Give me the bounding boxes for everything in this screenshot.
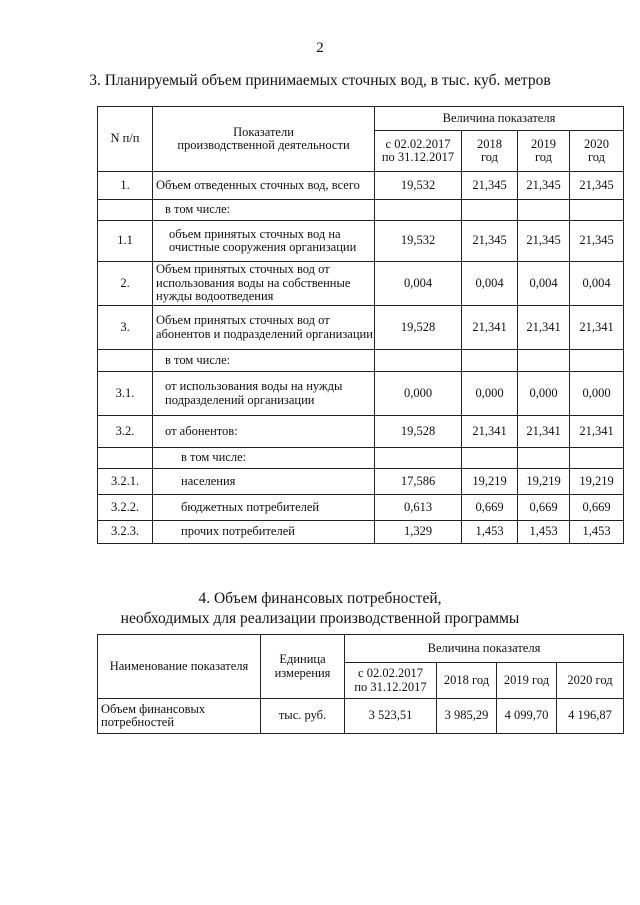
header-name: Наименование показателя xyxy=(98,635,261,699)
header-num: N п/п xyxy=(98,107,153,172)
header-value-group: Величина показателя xyxy=(375,107,624,131)
row-num: 1. xyxy=(98,172,153,200)
row-value: 0,613 xyxy=(375,495,462,521)
row-value: 21,341 xyxy=(462,416,518,448)
row-name: объем принятых сточных вод на очистные сооружения организации xyxy=(153,221,375,262)
row-value: 1,453 xyxy=(570,521,624,544)
header-col2 xyxy=(462,131,518,172)
header-col1-line2: по 31.12.2017 xyxy=(354,679,427,694)
row-name: населения xyxy=(153,469,375,495)
row-value: 19,532 xyxy=(375,172,462,200)
row-value: 0,000 xyxy=(518,372,570,416)
table-row xyxy=(98,262,624,306)
row-value: 0,000 xyxy=(375,372,462,416)
row-value: 0,004 xyxy=(518,262,570,306)
row-value: 0,000 xyxy=(570,372,624,416)
header-col1-line1: с 02.02.2017 xyxy=(358,666,423,680)
row-name: в том числе: xyxy=(153,200,375,221)
row-num xyxy=(98,200,153,221)
section-3-title: 3. Планируемый объем принимаемых сточных вод, в тыс. куб. метров xyxy=(89,72,551,89)
table-row xyxy=(98,469,624,495)
row-name: бюджетных потребителей xyxy=(153,495,375,521)
row-value xyxy=(462,200,518,221)
row-num: 3. xyxy=(98,306,153,350)
row-value: 19,528 xyxy=(375,416,462,448)
row-value xyxy=(570,448,624,469)
row-name: в том числе: xyxy=(153,448,375,469)
row-value: 21,341 xyxy=(518,416,570,448)
header-value-group: Величина показателя xyxy=(345,635,624,663)
header-col4-line2: год xyxy=(587,150,606,164)
row-value: 21,345 xyxy=(570,172,624,200)
row-name: от абонентов: xyxy=(153,416,375,448)
table-row xyxy=(98,699,624,734)
row-value: 19,219 xyxy=(518,469,570,495)
section-4-title-line2: необходимых для реализации производственной программы xyxy=(120,610,520,627)
header-col1-line2: по 31.12.2017 xyxy=(381,150,455,164)
row-value: 3 523,51 xyxy=(345,699,437,734)
header-col3-line2: год xyxy=(534,150,553,164)
row-value xyxy=(375,448,462,469)
header-col3-line1: 2019 xyxy=(531,136,556,151)
table-row xyxy=(98,521,624,544)
header-col4-line1: 2020 xyxy=(584,136,609,151)
wastewater-volume-table xyxy=(97,106,624,544)
row-value xyxy=(462,448,518,469)
row-value xyxy=(375,350,462,372)
row-value: 0,000 xyxy=(462,372,518,416)
page-number: 2 xyxy=(316,40,324,56)
row-num: 2. xyxy=(98,262,153,306)
section-4-title xyxy=(0,589,640,629)
table-row xyxy=(98,448,624,469)
header-col2: 2018 год xyxy=(437,663,497,699)
table-row xyxy=(98,495,624,521)
row-name: Объем принятых сточных вод от абонентов и подразделений организации xyxy=(153,306,375,350)
row-value: 0,004 xyxy=(570,262,624,306)
row-name xyxy=(98,699,261,734)
row-name: Объем принятых сточных вод от использования воды на собственные нужды водоотведения xyxy=(153,262,375,306)
row-value: 19,219 xyxy=(570,469,624,495)
table-row xyxy=(98,221,624,262)
table-row xyxy=(98,416,624,448)
row-value xyxy=(570,350,624,372)
header-col4: 2020 год xyxy=(557,663,624,699)
row-value: 4 099,70 xyxy=(497,699,557,734)
row-value: 1,453 xyxy=(518,521,570,544)
row-value: 21,341 xyxy=(518,306,570,350)
row-value xyxy=(518,200,570,221)
row-num: 3.2.1. xyxy=(98,469,153,495)
header-col4 xyxy=(570,131,624,172)
table-row xyxy=(98,200,624,221)
row-value: 1,453 xyxy=(462,521,518,544)
row-value: 0,669 xyxy=(570,495,624,521)
table-header-row xyxy=(98,107,624,131)
row-num xyxy=(98,350,153,372)
header-unit xyxy=(261,635,345,699)
table-row xyxy=(98,306,624,350)
row-value: 19,219 xyxy=(462,469,518,495)
row-value: 19,528 xyxy=(375,306,462,350)
header-unit-line2: измерения xyxy=(274,665,331,680)
row-num: 3.2.2. xyxy=(98,495,153,521)
row-value: 0,669 xyxy=(518,495,570,521)
row-num: 3.1. xyxy=(98,372,153,416)
header-col1 xyxy=(375,131,462,172)
row-num: 1.1 xyxy=(98,221,153,262)
row-value: 21,345 xyxy=(518,221,570,262)
header-unit-line1: Единица xyxy=(279,652,326,666)
row-value: 0,004 xyxy=(375,262,462,306)
row-value: 21,345 xyxy=(518,172,570,200)
header-col3: 2019 год xyxy=(497,663,557,699)
row-value xyxy=(518,448,570,469)
row-value: 0,004 xyxy=(462,262,518,306)
row-name: от использования воды на нужды подразделений организации xyxy=(153,372,375,416)
header-col2-line2: год xyxy=(480,150,499,164)
row-value xyxy=(462,350,518,372)
row-name-line1: Объем финансовых xyxy=(101,701,206,716)
header-indicator xyxy=(153,107,375,172)
row-name: прочих потребителей xyxy=(153,521,375,544)
header-indicator-line2: производственной деятельности xyxy=(177,138,350,152)
header-col1-line1: с 02.02.2017 xyxy=(385,136,451,151)
header-col1 xyxy=(345,663,437,699)
row-name: Объем отведенных сточных вод, всего xyxy=(153,172,375,200)
row-value xyxy=(375,200,462,221)
row-num xyxy=(98,448,153,469)
section-4-title-line1: 4. Объем финансовых потребностей, xyxy=(198,590,442,607)
row-value xyxy=(570,200,624,221)
table-header-row xyxy=(98,635,624,663)
row-unit: тыс. руб. xyxy=(261,699,345,734)
row-value: 0,669 xyxy=(462,495,518,521)
row-name-line2: потребностей xyxy=(101,715,175,729)
table-row xyxy=(98,350,624,372)
row-num: 3.2. xyxy=(98,416,153,448)
row-value: 3 985,29 xyxy=(437,699,497,734)
row-value: 4 196,87 xyxy=(557,699,624,734)
financial-needs-table xyxy=(97,634,624,734)
row-value: 21,341 xyxy=(570,416,624,448)
header-col3 xyxy=(518,131,570,172)
row-name: в том числе: xyxy=(153,350,375,372)
row-value: 19,532 xyxy=(375,221,462,262)
row-value: 21,345 xyxy=(462,221,518,262)
row-value xyxy=(518,350,570,372)
header-col2-line1: 2018 xyxy=(477,136,502,151)
row-value: 21,345 xyxy=(570,221,624,262)
header-indicator-line1: Показатели xyxy=(233,124,294,139)
row-value: 17,586 xyxy=(375,469,462,495)
row-num: 3.2.3. xyxy=(98,521,153,544)
row-value: 21,341 xyxy=(462,306,518,350)
row-value: 21,341 xyxy=(570,306,624,350)
table-row xyxy=(98,372,624,416)
table-row xyxy=(98,172,624,200)
row-value: 1,329 xyxy=(375,521,462,544)
row-value: 21,345 xyxy=(462,172,518,200)
